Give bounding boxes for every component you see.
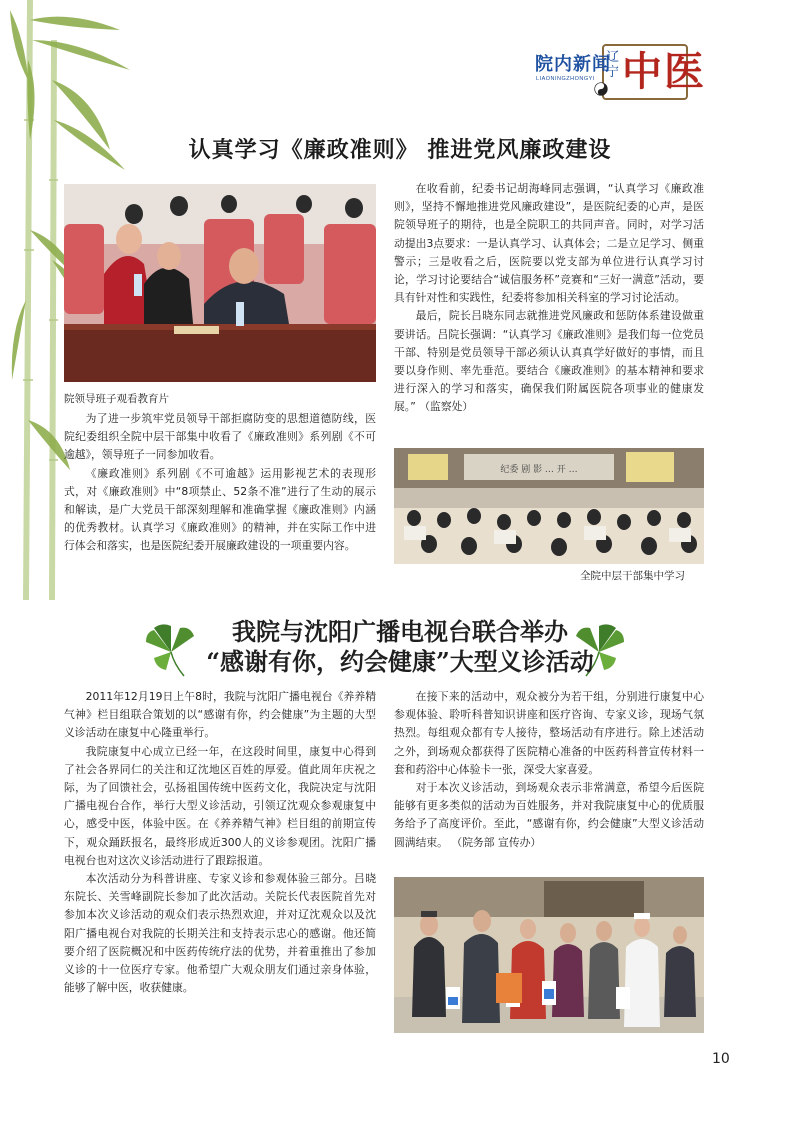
article2-left-column: [64, 688, 376, 997]
article2-right-paragraph: 在接下来的活动中，观众被分为若干组，分别进行康复中心参观体验、聆听科普知识讲座和医疗咨询、专家义诊，现场气氛热烈。每组观众都有专人接待，整场活动有序进行。除上述活动之外，到场观众都获得了医院精心准备的中医药科普宣传材料一套和药浴中心体验卡一张，深受大家喜爱。: [394, 690, 704, 776]
article2-left-paragraph: 2011年12月19日上午8时，我院与沈阳广播电视台《养养精气神》栏目组联合策划的以“感谢有你，约会健康”为主题的大型义诊活动在康复中心隆重举行。: [64, 690, 376, 740]
article1-photo1-caption: 院领导班子观看教育片: [64, 393, 169, 405]
article1-photo-meeting: [394, 448, 704, 564]
article2-left-paragraph: 我院康复中心成立已经一年，在这段时间里，康复中心得到了社会各界同仁的关注和辽沈地区百姓的厚爱。值此周年庆祝之际，为了回馈社会，弘扬祖国传统中医药文化，我院决定与沈阳广播电视台合作，举行大型义诊活动，引领辽沈观众参观康复中心，感受中医，体验中医。在《养养精气神》栏目组的前期宣传下，观众踊跃报名，最终形成近300人的义诊参观团。沈阳广播电视台也对这次义诊活动进行了跟踪报道。: [64, 744, 376, 867]
article1-left-paragraph: 《廉政准则》系列剧《不可逾越》运用影视艺术的表现形式，对《廉政准则》中“8项禁止、52条不准”进行了生动的展示和解读，是广大党员干部深刻理解和准确掌握《廉政准则》内涵的优秀教材。认真学习《廉政准则》的精神，并在实际工作中进行体会和落实，也是医院纪委开展廉政建设的一项重要内容。: [64, 466, 376, 553]
article2-right-column: [394, 688, 704, 852]
article2-left-paragraph: 本次活动分为科普讲座、专家义诊和参观体验三部分。吕晓东院长、关雪峰副院长参加了此次活动。关院长代表医院首先对参加本次义诊活动的观众们表示热烈欢迎，并对辽沈观众以及沈阳广播电视台对我院的长期关注和支持表示忠心的感谢。他还简要介绍了医院概况和中医药传统疗法的优势，并着重推出了参加义诊的十一位医疗专家。他希望广大观众朋友们通过亲身体验，能够了解中医，收获健康。: [64, 872, 376, 995]
header-pinyin: LIAONINGZHONGYI: [536, 76, 595, 82]
yin-yang-icon: [594, 82, 608, 96]
header-section-title: 院内新闻: [535, 54, 611, 75]
article1-title: 认真学习《廉政准则》 推进党风廉政建设: [188, 138, 612, 163]
meeting-banner: 纪委 剧 影 … 开 …: [500, 465, 578, 475]
page-number: 10: [712, 1051, 730, 1067]
article1-right-column: [394, 180, 704, 417]
article1-photo-leaders: [64, 184, 376, 382]
header-brand-large: 中医: [622, 48, 706, 95]
article1-left-column: [64, 410, 376, 556]
article1-photo2-caption: 全院中层干部集中学习: [580, 570, 685, 582]
article2-right-paragraph: 对于本次义诊活动，到场观众表示非常满意，希望今后医院能够有更多类似的活动为百姓服务，并对我院康复中心的优质服务给予了高度评价。至此，“感谢有你，约会健康”大型义诊活动圆满结束。 （院务部 宣传办）: [394, 781, 704, 849]
article2-title-line2: “感谢有你，约会健康”大型义诊活动: [206, 647, 594, 676]
header-brand-small: 辽宁: [606, 50, 620, 80]
article1-left-paragraph: 为了进一步筑牢党员领导干部拒腐防变的思想道德防线，医院纪委组织全院中层干部集中收看了《廉政准则》系列剧《不可逾越》，领导班子一同参加收看。: [64, 412, 376, 462]
article2-title-line1: 我院与沈阳广播电视台联合举办: [232, 617, 568, 646]
article2-title: [0, 617, 800, 677]
article1-right-paragraph: 最后，院长吕晓东同志就推进党风廉政和惩防体系建设做重要讲话。吕院长强调：“认真学习《廉政准则》是我们每一位党员干部、特别是党员领导干部必须认认真真学好做好的事情，而且要以身作则、率先垂范。要结合《廉政准则》的基本精神和要求进行深入的学习和落实，确保我们附属医院各项事业的健康发展。” （监察处）: [394, 309, 704, 414]
article1-right-paragraph: 在收看前，纪委书记胡海峰同志强调，“认真学习《廉政准则》，坚持不懈地推进党风廉政建设”，是医院纪委的心声，是医院领导班子的期待，也是全院职工的共同声音。同时，对学习活动提出3点要求：一是认真学习、认真体会；二是立足学习、侧重警示；三是收看之后，医院要以党支部为单位进行认真学习讨论，学习讨论要结合“诚信服务杯”竞赛和“三好一满意”活动，要具有针对性和实践性，纪委将参加相关科室的学习讨论活动。: [394, 182, 704, 305]
article2-photo-visitors: [394, 877, 704, 1033]
